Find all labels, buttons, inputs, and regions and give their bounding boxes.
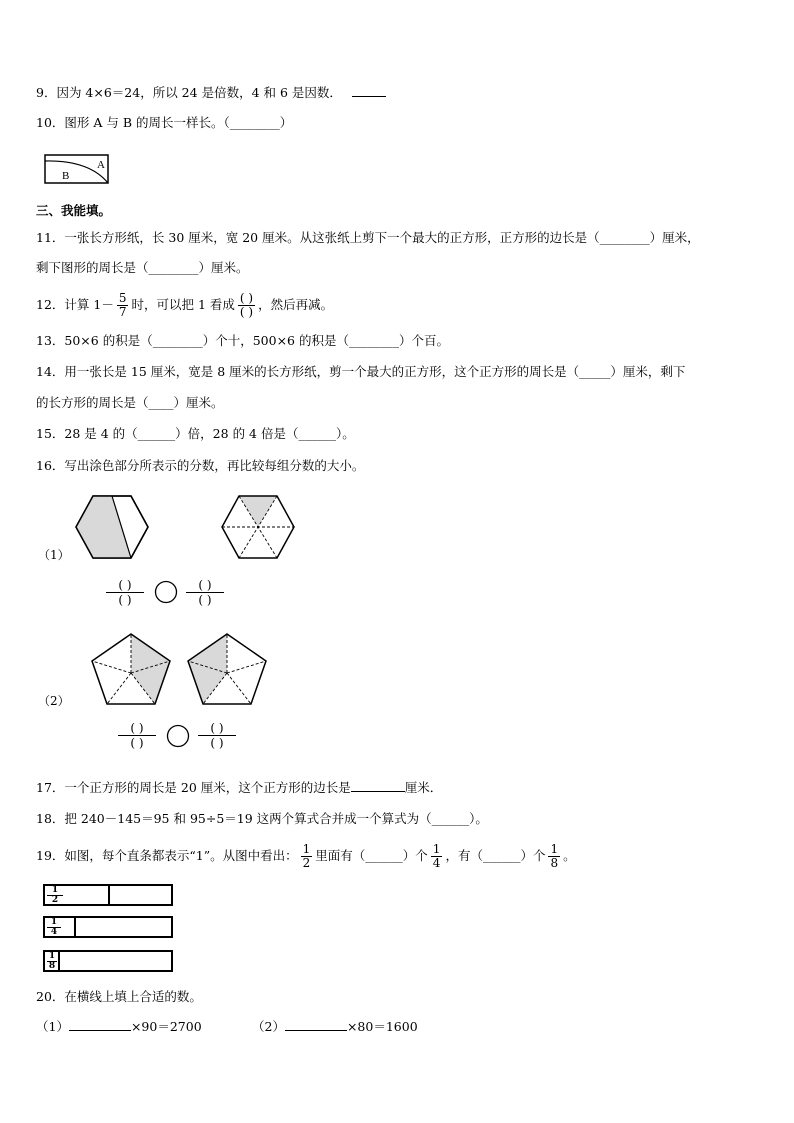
question-19-mid-2: ，有（______）个 xyxy=(445,848,546,863)
strip-eighths xyxy=(43,950,173,972)
answer-fraction-16-2-right[interactable]: ( ) ( ) xyxy=(198,721,236,750)
strip-halves xyxy=(43,884,173,906)
question-19-prefix: 19．如图，每个直条都表示“1”。从图中看出： xyxy=(36,848,298,863)
rectangle-ab-figure xyxy=(44,154,110,184)
question-13: 13．50×6 的积是（________）个十，500×6 的积是（________）个百。 xyxy=(36,333,449,348)
question-14-line-1: 14．用一张长是 15 厘米，宽是 8 厘米的长方形纸，剪一个最大的正方形，这个正方形的周长是（_____）厘米，剩下 xyxy=(36,364,686,379)
question-20-part-2: （2） ×80＝1600 xyxy=(252,1019,418,1034)
question-17-prefix: 17．一个正方形的周长是 20 厘米，这个正方形的边长是 xyxy=(36,780,351,795)
fraction-5-7: $\frac{5}{7}$ xyxy=(118,291,127,319)
fraction-1-4: $\frac{1}{4}$ xyxy=(432,842,441,870)
label-b: B xyxy=(62,170,70,182)
hexagon-sixths xyxy=(220,494,296,560)
answer-blank-17[interactable] xyxy=(351,779,405,792)
pentagon-right xyxy=(186,632,268,706)
answer-blank-20-1[interactable] xyxy=(69,1018,131,1031)
answer-fraction-16-1-left[interactable]: ( ) ( ) xyxy=(106,578,144,607)
question-20: 20．在横线上填上合适的数。 xyxy=(36,989,202,1004)
compare-circle-1[interactable] xyxy=(154,580,178,604)
answer-fraction-16-1-right[interactable]: ( ) ( ) xyxy=(186,578,224,607)
strip-label-eighth: 1 8 xyxy=(48,951,56,971)
answer-blank-9[interactable] xyxy=(352,84,386,97)
question-12-middle: 时，可以把 1 看成 xyxy=(131,297,235,312)
question-11-line-1: 11．一张长方形纸，长 30 厘米，宽 20 厘米。从这张纸上剪下一个最大的正方形，正方形的边长是（________）厘米， xyxy=(36,230,700,245)
label-a: A xyxy=(97,159,105,171)
question-15: 15．28 是 4 的（______）倍，28 的 4 倍是（______）。 xyxy=(36,426,355,441)
part-1-label: （1） xyxy=(38,548,70,562)
question-14-line-2: 的长方形的周长是（____）厘米。 xyxy=(36,395,224,410)
section-3-title: 三、我能填。 xyxy=(36,203,112,218)
question-19-mid-1: 里面有（______）个 xyxy=(315,848,428,863)
answer-fraction-16-2-left[interactable]: ( ) ( ) xyxy=(118,721,156,750)
fraction-1-2: $\frac{1}{2}$ xyxy=(302,842,311,870)
hexagon-half-shaded xyxy=(74,494,150,560)
pentagon-left xyxy=(90,632,172,706)
question-9-text: 9．因为 4×6＝24，所以 24 是倍数，4 和 6 是因数． xyxy=(36,85,342,100)
answer-blank-20-2[interactable] xyxy=(285,1018,347,1031)
question-17 xyxy=(36,779,442,797)
strip-quarters xyxy=(43,916,173,938)
compare-circle-2[interactable] xyxy=(166,724,190,748)
question-19-suffix: 。 xyxy=(563,848,576,863)
answer-fraction-blank-12[interactable]: $\frac{( )}{( )}$ xyxy=(239,291,254,319)
strip-label-quarter: 1 4 xyxy=(47,918,61,937)
question-11-line-2: 剩下图形的周长是（________）厘米。 xyxy=(36,260,249,275)
fraction-1-8: $\frac{1}{8}$ xyxy=(550,842,559,870)
question-10: 10．图形 A 与 B 的周长一样长。（________） xyxy=(36,115,293,130)
question-20-part-1: （1） ×90＝2700 xyxy=(36,1019,202,1034)
part-2-label: （2） xyxy=(38,694,70,708)
question-16: 16．写出涂色部分所表示的分数，再比较每组分数的大小。 xyxy=(36,458,365,473)
question-17-suffix: 厘米． xyxy=(404,780,443,795)
question-12-suffix: ，然后再减。 xyxy=(258,297,334,312)
question-9 xyxy=(36,84,386,102)
question-18: 18．把 240－145＝95 和 95÷5＝19 这两个算式合并成一个算式为（______）。 xyxy=(36,811,488,826)
strip-label-half: 1 2 xyxy=(47,886,63,905)
question-12 xyxy=(36,287,333,323)
question-19 xyxy=(36,838,576,874)
question-12-prefix: 12．计算 1－ xyxy=(36,297,114,312)
